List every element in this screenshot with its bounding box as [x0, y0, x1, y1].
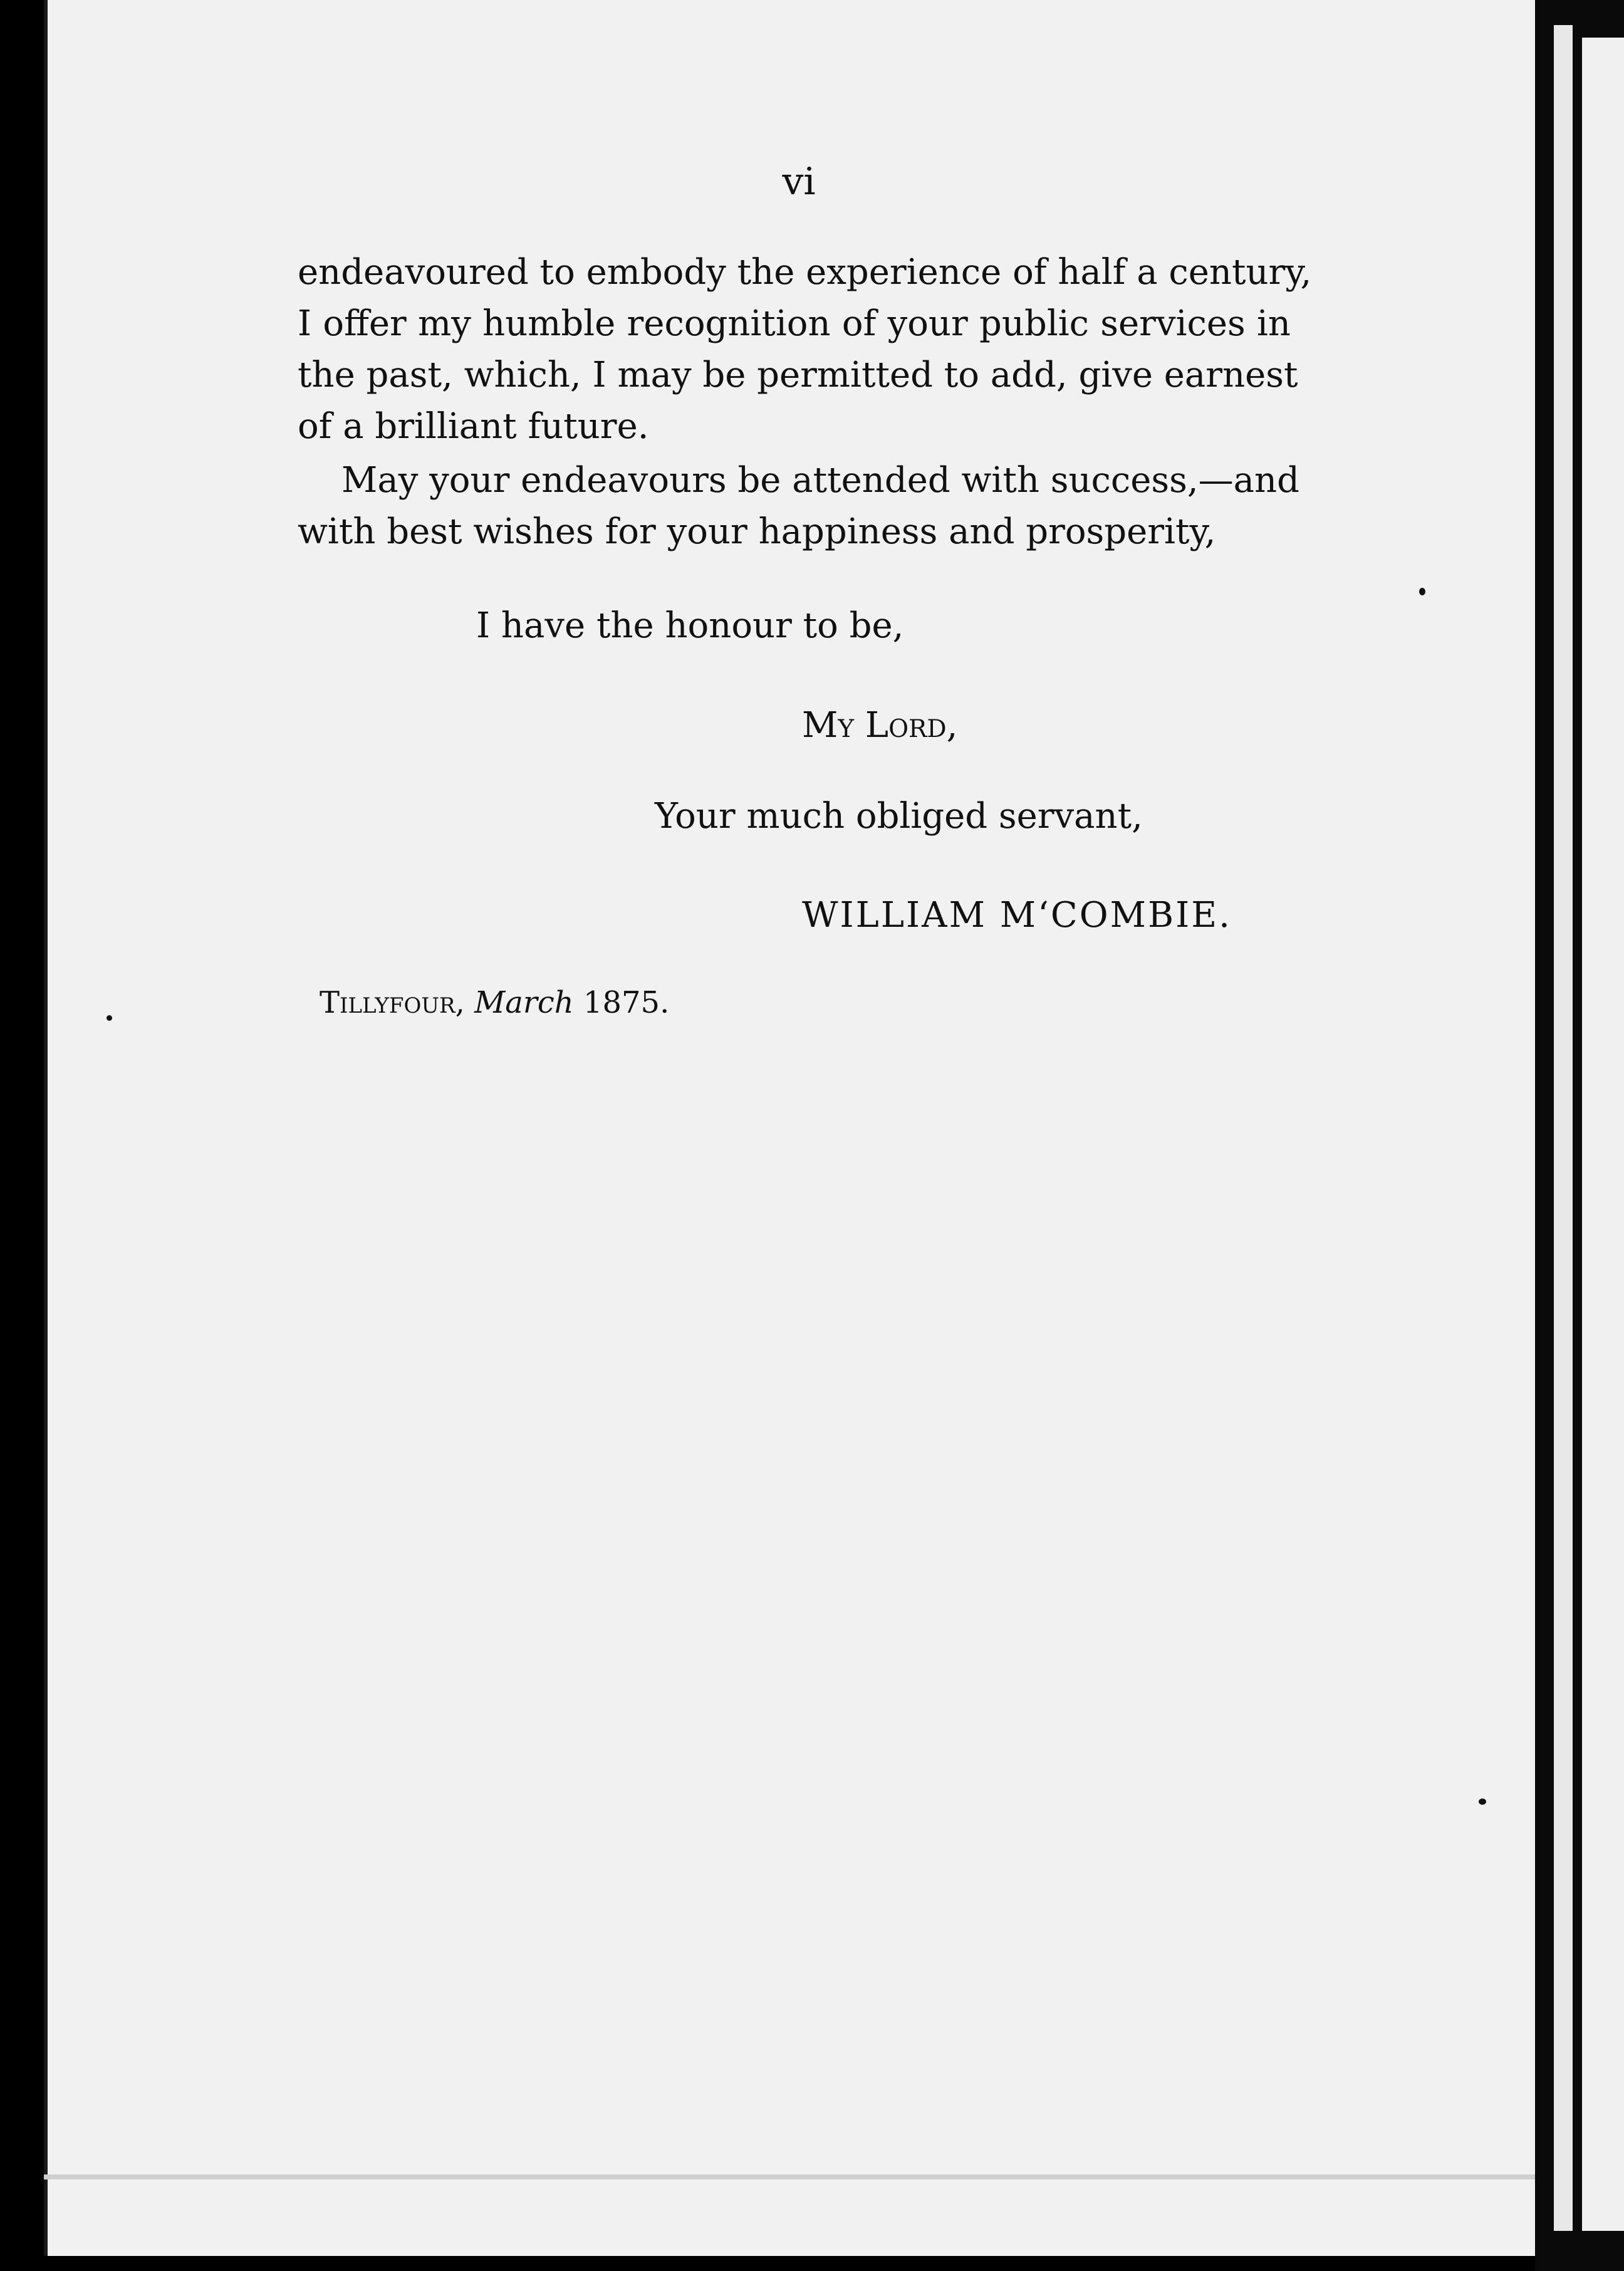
- ink-speck: [1479, 1799, 1486, 1805]
- ink-speck: [1419, 588, 1425, 595]
- closing-salutation: My Lord,: [802, 705, 958, 746]
- paragraph-1-line-2: I offer my humble recognition of your public services in: [298, 303, 1291, 344]
- page-number: vi: [782, 160, 816, 204]
- facing-page-edge: [1582, 38, 1624, 2231]
- signature: WILLIAM M‘COMBIE.: [802, 895, 1232, 936]
- dateline-place: Tillyfour,: [320, 985, 465, 1020]
- paragraph-1-line-3: the past, which, I may be permitted to add, give earnest: [298, 355, 1298, 395]
- paragraph-1-line-4: of a brilliant future.: [298, 406, 649, 447]
- page-bottom-edge: [44, 2174, 1535, 2180]
- dateline-year: 1875.: [583, 985, 670, 1020]
- paragraph-2-line-1: May your endeavours be attended with success,—and: [341, 460, 1299, 501]
- paragraph-2-line-2: with best wishes for your happiness and prosperity,: [298, 511, 1216, 552]
- closing-honour: I have the honour to be,: [476, 605, 904, 646]
- ink-speck: [107, 1015, 112, 1021]
- paragraph-1-line-1: endeavoured to embody the experience of half a century,: [298, 252, 1312, 293]
- dateline-month: March: [474, 985, 574, 1020]
- dateline: [320, 985, 669, 1020]
- gutter-binding-strip: [1554, 25, 1573, 2231]
- closing-servant: Your much obliged servant,: [655, 796, 1143, 837]
